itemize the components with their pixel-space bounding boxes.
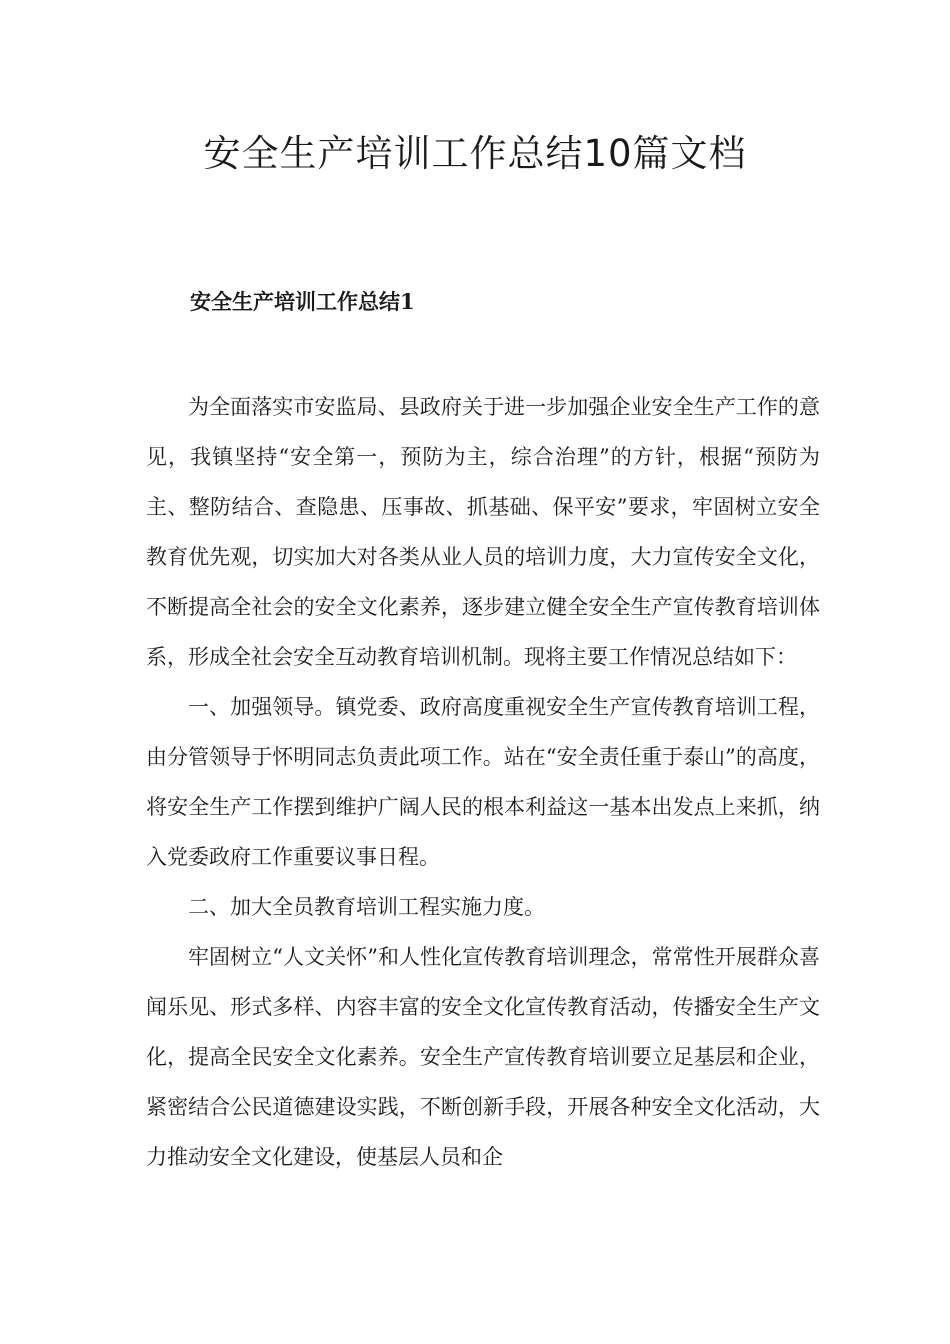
paragraph-culture: 牢固树立“人文关怀”和人性化宣传教育培训理念，常常性开展群众喜闻乐见、形式多样、内容丰富的安全文化宣传教育活动，传播安全生产文化，提高全民安全文化素养。安全生产宣传教育培训要立足基层和企业，紧密结合公民道德建设实践，不断创新手段，开展各种安全文化活动，大力推动安全文化建设，使基层人员和企 <box>146 945 820 1169</box>
paragraph-intro: 为全面落实市安监局、县政府关于进一步加强企业安全生产工作的意见，我镇坚持“安全第一，预防为主，综合治理”的方针，根据“预防为主、整防结合、查隐患、压事故、抓基础、保平安”要求，牢固树立安全教育优先观，切实加大对各类从业人员的培训力度，大力宣传安全文化，不断提高全社会的安全文化素养，逐步建立健全安全生产宣传教育培训体系，形成全社会安全互动教育培训机制。现将主要工作情况总结如下： <box>146 395 820 669</box>
paragraph-heading-training: 二、加大全员教育培训工程实施力度。 <box>188 895 545 919</box>
document-title: 安全生产培训工作总结10篇文档 <box>203 132 747 175</box>
document-body <box>146 382 820 1182</box>
paragraph-leadership: 一、加强领导。镇党委、政府高度重视安全生产宣传教育培训工程，由分管领导于怀明同志负责此项工作。站在“安全责任重于泰山”的高度，将安全生产工作摆到维护广阔人民的根本利益这一基本出发点上来抓，纳入党委政府工作重要议事日程。 <box>146 695 820 869</box>
section-title: 安全生产培训工作总结1 <box>190 289 415 314</box>
